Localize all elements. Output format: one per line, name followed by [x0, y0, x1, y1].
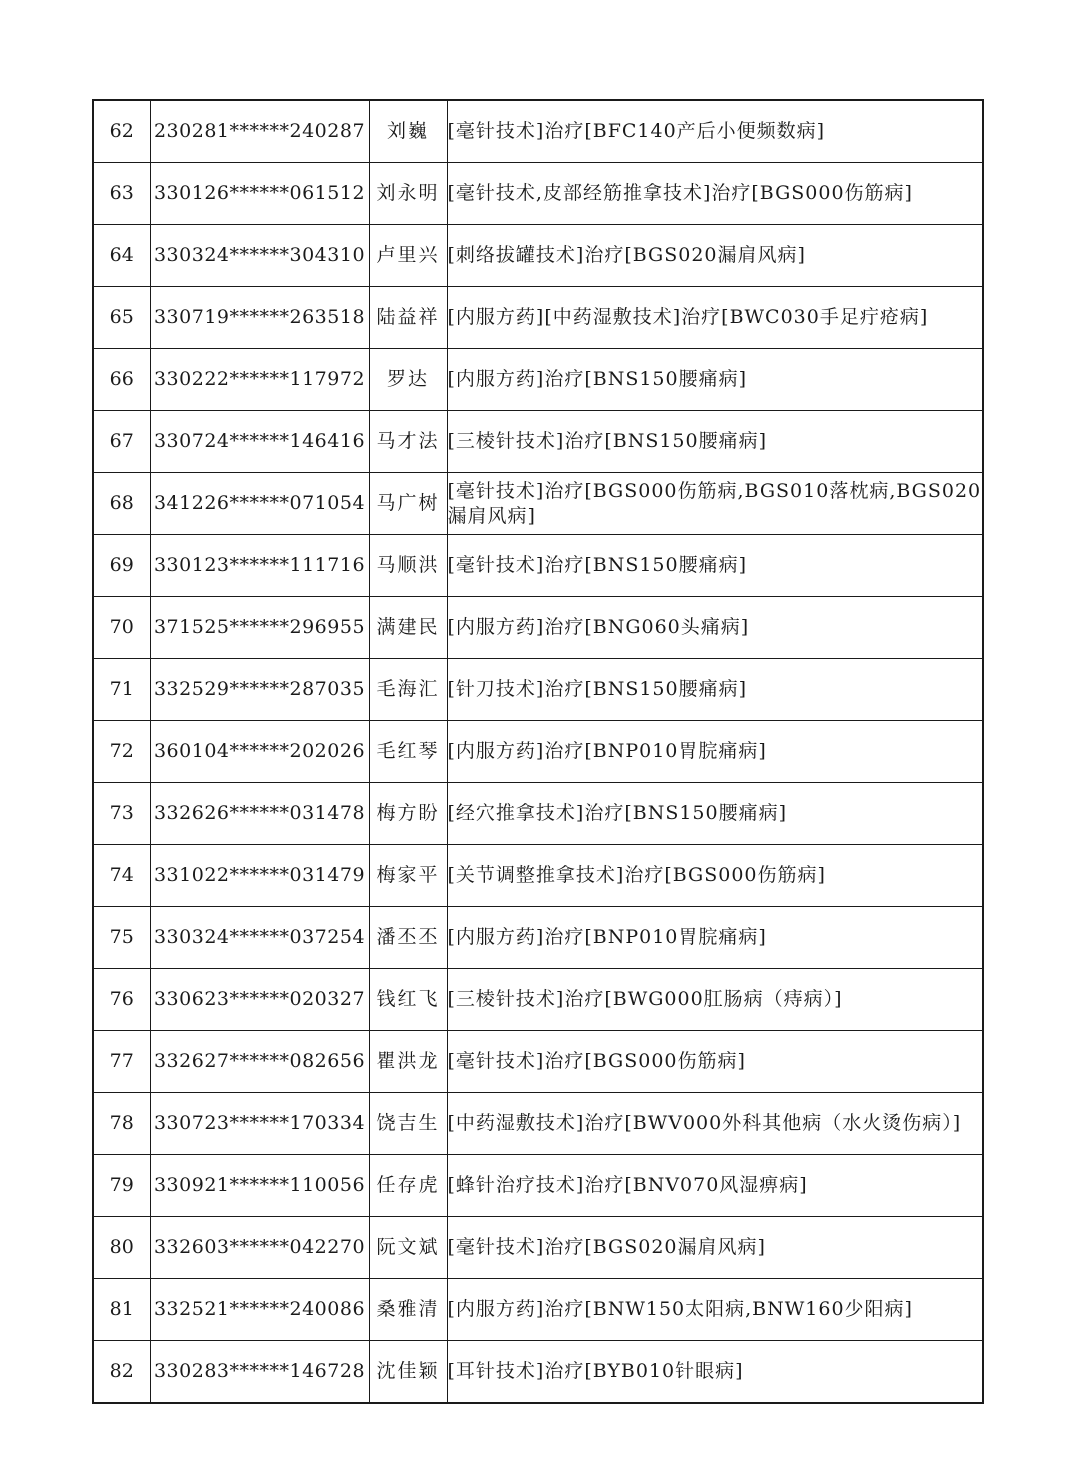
table-row	[93, 287, 983, 349]
table-row	[93, 1031, 983, 1093]
person-name: 瞿洪龙	[369, 1031, 447, 1093]
treatment-item: [内服方药][中药湿敷技术]治疗[BWC030手足疔疮病]	[447, 287, 983, 349]
table-row	[93, 535, 983, 597]
id-number: 330324******304310	[150, 225, 369, 287]
table-row	[93, 845, 983, 907]
person-name: 马广树	[369, 473, 447, 535]
person-name: 钱红飞	[369, 969, 447, 1031]
id-number: 341226******071054	[150, 473, 369, 535]
table-row	[93, 1279, 983, 1341]
row-number: 74	[93, 845, 150, 907]
person-name: 梅家平	[369, 845, 447, 907]
table-row	[93, 473, 983, 535]
id-number: 330126******061512	[150, 163, 369, 225]
id-number: 230281******240287	[150, 100, 369, 163]
treatment-item: [针刀技术]治疗[BNS150腰痛病]	[447, 659, 983, 721]
id-number: 332626******031478	[150, 783, 369, 845]
row-number: 63	[93, 163, 150, 225]
treatment-item: [耳针技术]治疗[BYB010针眼病]	[447, 1341, 983, 1404]
row-number: 73	[93, 783, 150, 845]
table-row	[93, 349, 983, 411]
person-name: 陆益祥	[369, 287, 447, 349]
treatment-item: [关节调整推拿技术]治疗[BGS000伤筋病]	[447, 845, 983, 907]
id-number: 330623******020327	[150, 969, 369, 1031]
row-number: 65	[93, 287, 150, 349]
treatment-item: [蜂针治疗技术]治疗[BNV070风湿痹病]	[447, 1155, 983, 1217]
id-number: 332529******287035	[150, 659, 369, 721]
treatment-item: [毫针技术]治疗[BGS020漏肩风病]	[447, 1217, 983, 1279]
table-row	[93, 907, 983, 969]
row-number: 71	[93, 659, 150, 721]
person-name: 罗达	[369, 349, 447, 411]
treatment-item: [中药湿敷技术]治疗[BWV000外科其他病（水火烫伤病）]	[447, 1093, 983, 1155]
person-name: 满建民	[369, 597, 447, 659]
id-number: 330723******170334	[150, 1093, 369, 1155]
row-number: 64	[93, 225, 150, 287]
table-row	[93, 1341, 983, 1404]
treatment-item: [毫针技术]治疗[BNS150腰痛病]	[447, 535, 983, 597]
row-number: 67	[93, 411, 150, 473]
id-number: 330222******117972	[150, 349, 369, 411]
row-number: 69	[93, 535, 150, 597]
id-number: 331022******031479	[150, 845, 369, 907]
person-name: 卢里兴	[369, 225, 447, 287]
person-name: 沈佳颖	[369, 1341, 447, 1404]
person-name: 梅方盼	[369, 783, 447, 845]
person-name: 桑雅清	[369, 1279, 447, 1341]
person-name: 马才法	[369, 411, 447, 473]
table-row	[93, 783, 983, 845]
row-number: 72	[93, 721, 150, 783]
row-number: 82	[93, 1341, 150, 1404]
row-number: 66	[93, 349, 150, 411]
person-name: 毛海汇	[369, 659, 447, 721]
id-number: 330921******110056	[150, 1155, 369, 1217]
roster-table	[92, 99, 984, 1404]
treatment-item: [毫针技术]治疗[BGS000伤筋病]	[447, 1031, 983, 1093]
row-number: 68	[93, 473, 150, 535]
row-number: 79	[93, 1155, 150, 1217]
treatment-item: [毫针技术]治疗[BGS000伤筋病,BGS010落枕病,BGS020漏肩风病]	[447, 473, 983, 535]
person-name: 马顺洪	[369, 535, 447, 597]
id-number: 330283******146728	[150, 1341, 369, 1404]
treatment-item: [毫针技术,皮部经筋推拿技术]治疗[BGS000伤筋病]	[447, 163, 983, 225]
row-number: 80	[93, 1217, 150, 1279]
row-number: 81	[93, 1279, 150, 1341]
treatment-item: [内服方药]治疗[BNP010胃脘痛病]	[447, 721, 983, 783]
table-row	[93, 100, 983, 163]
table-row	[93, 1217, 983, 1279]
row-number: 62	[93, 100, 150, 163]
table-row	[93, 1155, 983, 1217]
id-number: 330324******037254	[150, 907, 369, 969]
person-name: 任存虎	[369, 1155, 447, 1217]
table-row	[93, 597, 983, 659]
row-number: 76	[93, 969, 150, 1031]
id-number: 330123******111716	[150, 535, 369, 597]
treatment-item: [三棱针技术]治疗[BWG000肛肠病（痔病）]	[447, 969, 983, 1031]
row-number: 75	[93, 907, 150, 969]
table-row	[93, 411, 983, 473]
id-number: 332521******240086	[150, 1279, 369, 1341]
table-row	[93, 225, 983, 287]
row-number: 70	[93, 597, 150, 659]
person-name: 毛红琴	[369, 721, 447, 783]
id-number: 330719******263518	[150, 287, 369, 349]
treatment-item: [内服方药]治疗[BNW150太阳病,BNW160少阳病]	[447, 1279, 983, 1341]
roster-table-body	[93, 100, 983, 1403]
person-name: 刘巍	[369, 100, 447, 163]
id-number: 330724******146416	[150, 411, 369, 473]
treatment-item: [刺络拔罐技术]治疗[BGS020漏肩风病]	[447, 225, 983, 287]
row-number: 77	[93, 1031, 150, 1093]
person-name: 阮文斌	[369, 1217, 447, 1279]
treatment-item: [内服方药]治疗[BNS150腰痛病]	[447, 349, 983, 411]
id-number: 332603******042270	[150, 1217, 369, 1279]
row-number: 78	[93, 1093, 150, 1155]
person-name: 刘永明	[369, 163, 447, 225]
table-row	[93, 721, 983, 783]
table-row	[93, 969, 983, 1031]
person-name: 饶吉生	[369, 1093, 447, 1155]
id-number: 371525******296955	[150, 597, 369, 659]
treatment-item: [毫针技术]治疗[BFC140产后小便频数病]	[447, 100, 983, 163]
table-row	[93, 659, 983, 721]
id-number: 360104******202026	[150, 721, 369, 783]
treatment-item: [三棱针技术]治疗[BNS150腰痛病]	[447, 411, 983, 473]
id-number: 332627******082656	[150, 1031, 369, 1093]
person-name: 潘丕丕	[369, 907, 447, 969]
treatment-item: [经穴推拿技术]治疗[BNS150腰痛病]	[447, 783, 983, 845]
table-row	[93, 1093, 983, 1155]
treatment-item: [内服方药]治疗[BNP010胃脘痛病]	[447, 907, 983, 969]
table-row	[93, 163, 983, 225]
treatment-item: [内服方药]治疗[BNG060头痛病]	[447, 597, 983, 659]
